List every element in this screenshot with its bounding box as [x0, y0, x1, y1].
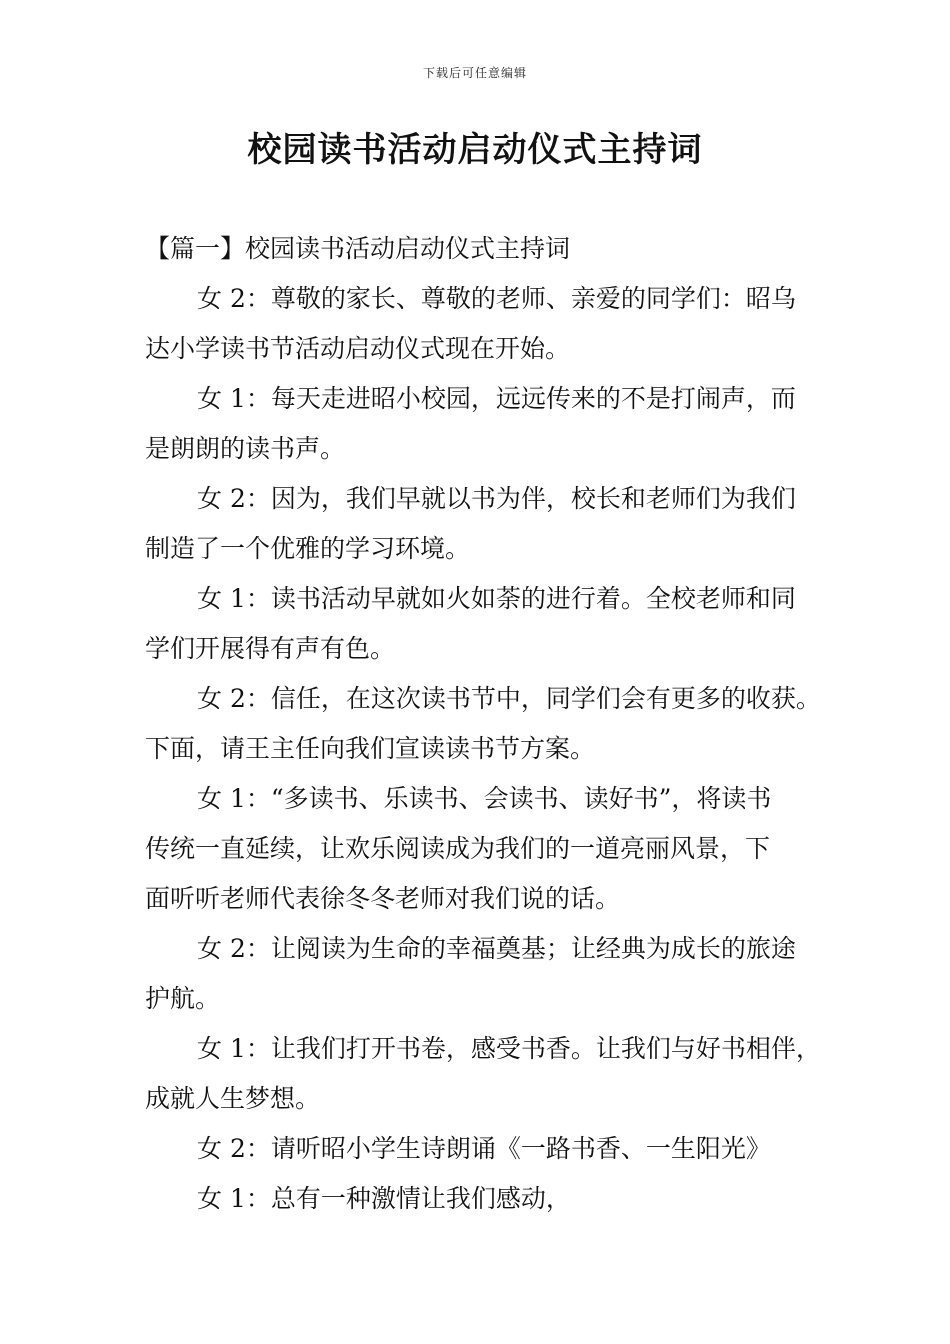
- text-line: 下面，请王主任向我们宣读读书节方案。: [145, 734, 596, 763]
- text-line: 女 1：让我们打开书卷，感受书香。让我们与好书相伴，: [197, 1034, 821, 1063]
- header-note: 下载后可任意编辑: [422, 66, 527, 80]
- text-line: 护航。: [145, 984, 221, 1013]
- text-line: 学们开展得有声有色。: [145, 634, 396, 663]
- text-line: 面听听老师代表徐冬冬老师对我们说的话。: [145, 884, 621, 913]
- section-heading: 【篇一】校园读书活动启动仪式主持词: [145, 234, 571, 263]
- text-line: 制造了一个优雅的学习环境。: [145, 534, 471, 563]
- text-line: 女 2：尊敬的家长、尊敬的老师、亲爱的同学们：昭乌: [197, 284, 796, 313]
- text-line: 女 2：让阅读为生命的幸福奠基；让经典为成长的旅途: [197, 934, 796, 963]
- text-line: 传统一直延续，让欢乐阅读成为我们的一道亮丽风景，下: [145, 834, 771, 863]
- text-line: 女 1：总有一种激情让我们感动，: [197, 1184, 571, 1213]
- text-line: 是朗朗的读书声。: [145, 434, 346, 463]
- text-line: 女 1：“多读书、乐读书、会读书、读好书”，将读书: [197, 784, 772, 813]
- text-line: 达小学读书节活动启动仪式现在开始。: [145, 334, 571, 363]
- text-line: 女 2：信任，在这次读书节中，同学们会有更多的收获。: [197, 684, 821, 713]
- text-line: 成就人生梦想。: [145, 1084, 321, 1113]
- paragraph-lines: [145, 274, 825, 1224]
- document-title: 校园读书活动启动仪式主持词: [247, 130, 703, 170]
- text-line: 女 1：读书活动早就如火如荼的进行着。全校老师和同: [197, 584, 796, 613]
- document-body: [145, 224, 825, 1224]
- text-line: 女 2：因为，我们早就以书为伴，校长和老师们为我们: [197, 484, 796, 513]
- text-line: 女 2：请听昭小学生诗朗诵《一路书香、一生阳光》: [197, 1134, 771, 1163]
- text-line: 女 1：每天走进昭小校园，远远传来的不是打闹声，而: [197, 384, 796, 413]
